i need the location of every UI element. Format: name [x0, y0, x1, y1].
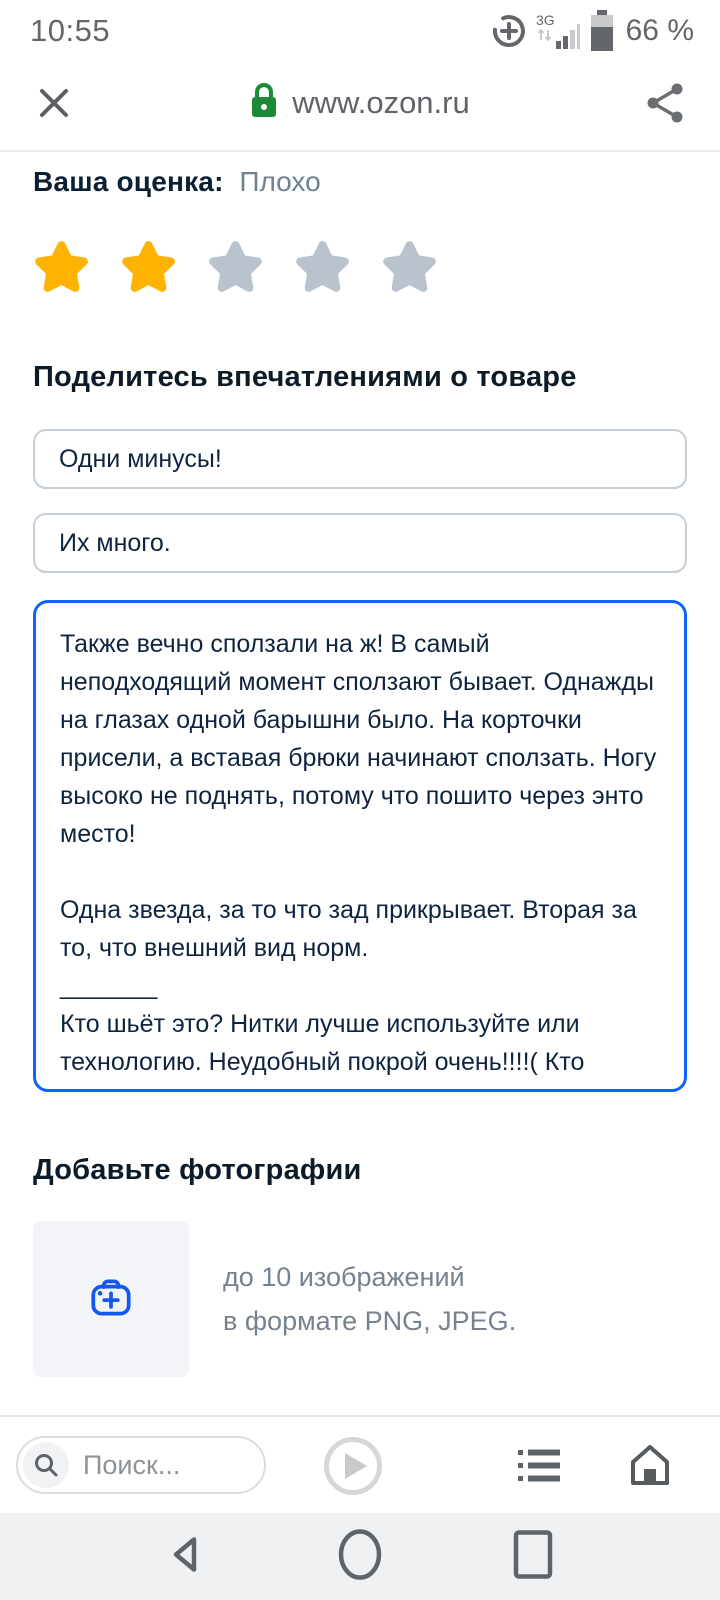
play-icon [345, 1453, 367, 1479]
rating-label: Ваша оценка: [33, 166, 224, 197]
url-text: www.ozon.ru [292, 85, 470, 120]
star-2[interactable] [120, 238, 177, 295]
impressions-heading: Поделитесь впечатлениями о товаре [33, 361, 577, 393]
photo-hint-line2: в формате PNG, JPEG. [223, 1306, 517, 1336]
comment-textarea[interactable] [33, 600, 687, 1092]
share-icon[interactable] [644, 81, 686, 125]
battery-icon [589, 10, 615, 52]
reading-list-icon[interactable] [516, 1447, 562, 1490]
pros-input[interactable] [33, 429, 687, 489]
data-saver-icon [491, 13, 527, 49]
clock: 10:55 [30, 13, 111, 48]
network-type-glyph: 3G [535, 12, 555, 28]
photo-upload-row [33, 1221, 687, 1377]
star-1[interactable] [33, 238, 90, 295]
photo-hint-line1: до 10 изображений [223, 1262, 465, 1292]
camera-plus-icon [86, 1272, 136, 1327]
status-bar [0, 0, 720, 56]
cons-input[interactable] [33, 513, 687, 573]
review-page [0, 154, 720, 1415]
nav-recents-button[interactable] [511, 1528, 555, 1585]
add-photo-button[interactable] [33, 1221, 189, 1377]
signal-3g-icon [536, 11, 580, 51]
search-input[interactable] [16, 1436, 266, 1494]
android-navbar [0, 1513, 720, 1600]
nav-home-button[interactable] [336, 1528, 384, 1585]
browser-chrome-bar [0, 56, 720, 152]
search-icon [23, 1442, 69, 1488]
battery-percent: 66 % [625, 14, 694, 47]
photo-hint [223, 1255, 516, 1343]
search-placeholder: Поиск... [83, 1449, 181, 1480]
nav-back-button[interactable] [165, 1532, 205, 1581]
close-button[interactable] [34, 83, 74, 123]
url-bar[interactable] [248, 82, 469, 125]
star-5[interactable] [381, 238, 438, 295]
rating-row [33, 166, 687, 198]
star-rating [33, 238, 687, 295]
rating-value-text: Плохо [239, 166, 321, 197]
play-button[interactable] [324, 1437, 382, 1495]
home-icon[interactable] [626, 1441, 674, 1494]
star-3[interactable] [207, 238, 264, 295]
browser-bottom-toolbar [0, 1415, 720, 1513]
lock-icon [248, 82, 280, 125]
add-photos-heading: Добавьте фотографии [33, 1154, 362, 1186]
star-4[interactable] [294, 238, 351, 295]
